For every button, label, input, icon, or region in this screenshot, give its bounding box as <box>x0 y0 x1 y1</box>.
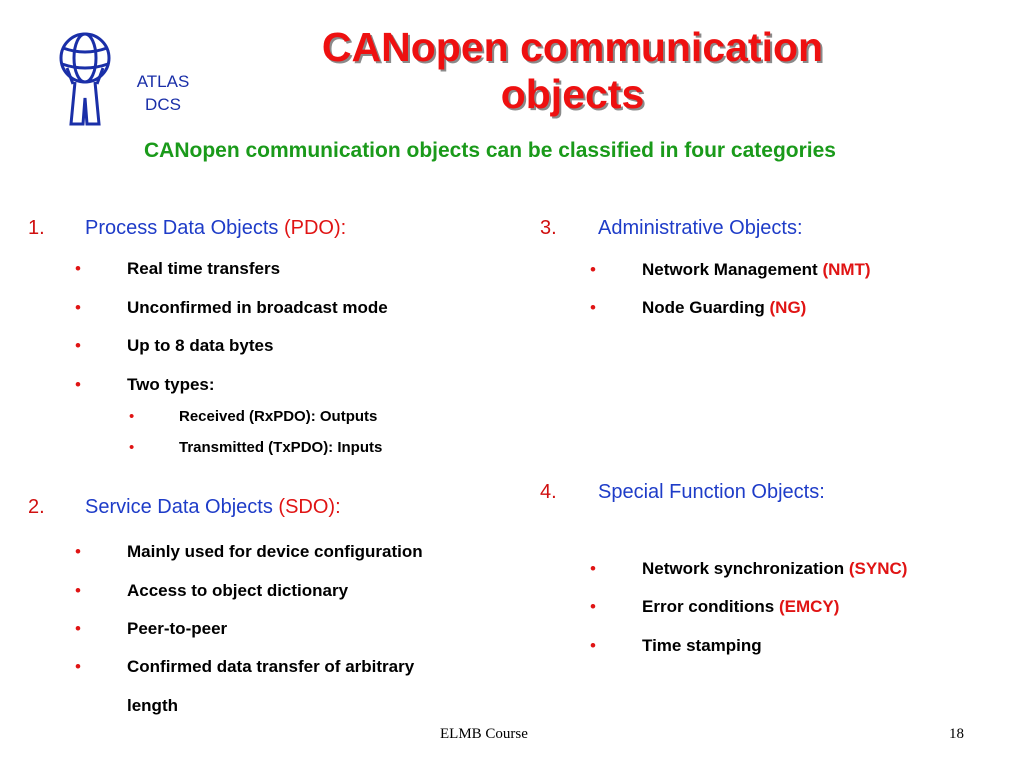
title-line-2: objects <box>500 71 645 117</box>
section-label: Service Data Objects <box>85 496 279 518</box>
item-text: Two types: <box>127 375 215 394</box>
bullet-icon: • <box>129 439 135 456</box>
item-abbr: (EMCY) <box>778 597 840 616</box>
item-text: Time stamping <box>642 636 762 655</box>
item-abbr: (NG) <box>769 298 807 317</box>
footer-course: ELMB Course <box>440 726 528 742</box>
bullet-icon: • <box>75 619 81 638</box>
bullet-icon: • <box>590 559 596 578</box>
bullet-icon: • <box>590 298 596 317</box>
item-text: Confirmed data transfer of arbitrary <box>127 657 415 676</box>
page-number: 18 <box>949 726 964 742</box>
bullet-icon: • <box>75 542 81 561</box>
bullet-icon: • <box>75 259 81 278</box>
logo-line-dcs: DCS <box>145 95 181 114</box>
item-abbr: (NMT) <box>822 260 871 279</box>
item-text: Transmitted (TxPDO): Inputs <box>179 439 383 456</box>
bullet-icon: • <box>590 636 596 655</box>
atlas-globe-icon <box>55 28 115 128</box>
bullet-icon: • <box>75 375 81 394</box>
slide-subtitle: CANopen communication objects can be classified in four categories <box>144 139 836 162</box>
section-abbr: (SDO): <box>278 496 341 518</box>
section-label: Administrative Objects: <box>598 217 803 239</box>
item-text: Network synchronization <box>642 559 849 578</box>
item-text: Up to 8 data bytes <box>127 336 274 355</box>
bullet-icon: • <box>75 657 81 676</box>
section-label: Process Data Objects <box>85 217 284 239</box>
bullet-icon: • <box>75 336 81 355</box>
section-label: Special Function Objects: <box>598 481 825 503</box>
section-number: 1. <box>28 217 45 239</box>
item-text: length <box>127 696 178 715</box>
item-text: Error conditions <box>642 597 779 616</box>
section-abbr: (PDO): <box>283 217 347 239</box>
slide-title <box>240 24 905 118</box>
bullet-icon: • <box>129 408 135 425</box>
bullet-icon: • <box>75 581 81 600</box>
item-text: Node Guarding <box>642 298 770 317</box>
item-text: Mainly used for device configuration <box>127 542 423 561</box>
item-text: Real time transfers <box>127 259 281 278</box>
item-abbr: (SYNC) <box>848 559 908 578</box>
item-text: Peer-to-peer <box>127 619 228 638</box>
logo-line-atlas: ATLAS <box>136 72 190 91</box>
bullet-icon: • <box>75 298 81 317</box>
section-number: 2. <box>28 496 45 518</box>
item-text: Received (RxPDO): Outputs <box>179 408 378 425</box>
section-number: 4. <box>540 481 557 503</box>
section-number: 3. <box>540 217 557 239</box>
item-text: Network Management <box>642 260 823 279</box>
title-line-1: CANopen communication <box>321 24 824 70</box>
atlas-dcs-logo <box>55 28 205 128</box>
bullet-icon: • <box>590 597 596 616</box>
item-text: Unconfirmed in broadcast mode <box>127 298 388 317</box>
bullet-icon: • <box>590 260 596 279</box>
item-text: Access to object dictionary <box>127 581 349 600</box>
